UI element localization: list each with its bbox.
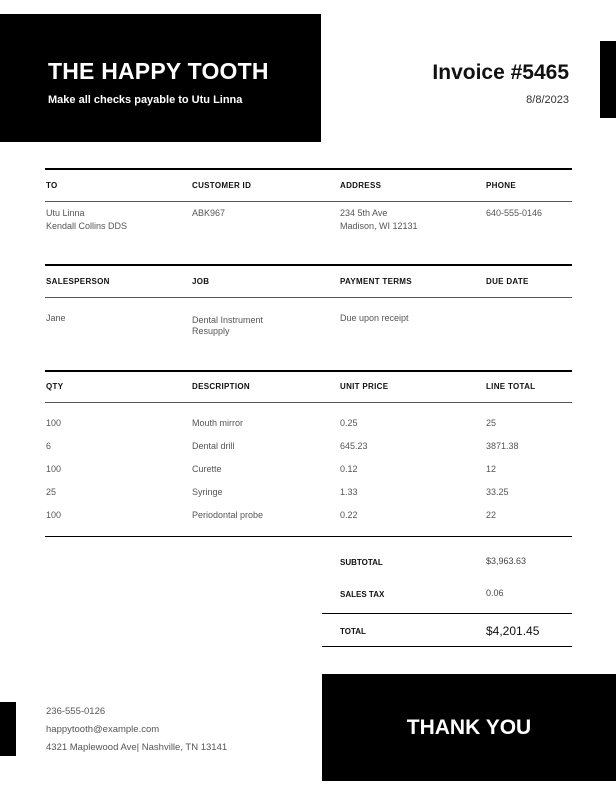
item-description: Syringe [192, 487, 223, 497]
sales-tax-value: 0.06 [486, 588, 504, 598]
item-qty: 100 [46, 464, 62, 474]
item-line-total: 3871.38 [486, 441, 519, 451]
checks-payable-note: Make all checks payable to Utu Linna [48, 94, 243, 106]
sales-tax-label: SALES TAX [340, 590, 385, 599]
payment-terms-value: Due upon receipt [340, 313, 409, 323]
item-description: Curette [192, 464, 222, 474]
job-section-top-rule [45, 264, 572, 266]
item-unit-price: 645.23 [340, 441, 368, 451]
phone-value: 640-555-0146 [486, 208, 543, 218]
header-due-date: DUE DATE [486, 277, 529, 286]
salesperson-value: Jane [46, 313, 66, 323]
customer-header-rule [45, 201, 572, 202]
total-bottom-rule [322, 646, 572, 647]
items-header-rule [45, 402, 572, 403]
item-qty: 6 [46, 441, 52, 451]
item-line-total: 22 [486, 510, 497, 520]
item-line-total: 33.25 [486, 487, 509, 497]
item-unit-price: 0.12 [340, 464, 358, 474]
subtotal-label: SUBTOTAL [340, 558, 383, 567]
item-description: Dental drill [192, 441, 235, 451]
item-line-total: 12 [486, 464, 497, 474]
header-salesperson: SALESPERSON [46, 277, 110, 286]
header-qty: QTY [46, 382, 64, 391]
address-line-1: 234 5th Ave [340, 208, 388, 218]
header-description: DESCRIPTION [192, 382, 250, 391]
total-label: TOTAL [340, 627, 366, 636]
address-line-2: Madison, WI 12131 [340, 221, 418, 231]
header-to: TO [46, 181, 58, 190]
item-description: Mouth mirror [192, 418, 244, 428]
thank-you-text: THANK YOU [406, 716, 532, 739]
job-header-rule [45, 297, 572, 298]
header-customer-id: CUSTOMER ID [192, 181, 252, 190]
company-name: THE HAPPY TOOTH [48, 58, 269, 84]
footer-phone: 236-555-0126 [46, 706, 106, 717]
header-address: ADDRESS [340, 181, 382, 190]
subtotal-value: $3,963.63 [486, 556, 527, 566]
bill-to-company: Kendall Collins DDS [46, 221, 128, 231]
header-line-total: LINE TOTAL [486, 382, 536, 391]
header-job: JOB [192, 277, 210, 286]
item-qty: 25 [46, 487, 57, 497]
header-unit-price: UNIT PRICE [340, 382, 389, 391]
footer-email: happytooth@example.com [46, 724, 160, 735]
job-line-1: Dental Instrument [192, 315, 264, 325]
item-description: Periodontal probe [192, 510, 264, 520]
invoice-title: Invoice #5465 [432, 61, 569, 84]
invoice-date: 8/8/2023 [526, 94, 569, 106]
decorative-left-bar [0, 702, 16, 756]
item-unit-price: 1.33 [340, 487, 358, 497]
job-line-2: Resupply [192, 326, 230, 336]
item-qty: 100 [46, 510, 62, 520]
item-qty: 100 [46, 418, 62, 428]
item-unit-price: 0.25 [340, 418, 358, 428]
total-top-rule [322, 613, 572, 614]
item-line-total: 25 [486, 418, 497, 428]
item-unit-price: 0.22 [340, 510, 358, 520]
header-phone: PHONE [486, 181, 516, 190]
customer-section-top-rule [45, 168, 572, 170]
customer-id-value: ABK967 [192, 208, 226, 218]
items-section-top-rule [45, 370, 572, 372]
items-bottom-rule [45, 536, 572, 537]
bill-to-name: Utu Linna [46, 208, 85, 218]
decorative-right-bar [600, 41, 616, 118]
header-payment-terms: PAYMENT TERMS [340, 277, 412, 286]
footer-address: 4321 Maplewood Ave| Nashville, TN 13141 [46, 742, 228, 753]
total-value: $4,201.45 [486, 624, 540, 638]
